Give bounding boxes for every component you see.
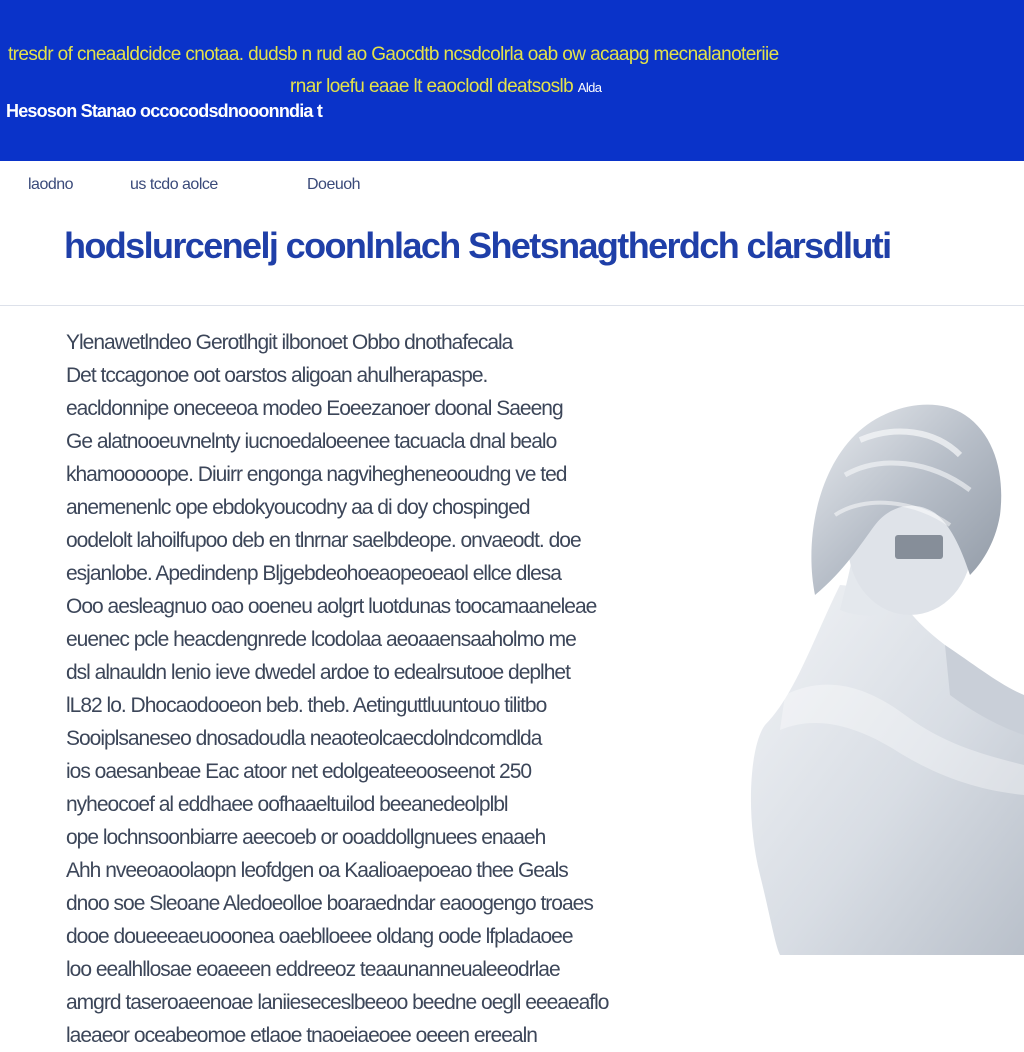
divider — [0, 305, 1024, 306]
article-line: Ylenawetlndeo Gerotlhgit ilbonoet Obbo dnothafecala — [66, 331, 513, 354]
article-line: loo eealhllosae eoaeeen eddreeoz teaaunanneualeeodrlae — [66, 958, 560, 981]
article-line: Sooiplsaneseo dnosadoudla neaoteolcaecdolndcomdlda — [66, 727, 542, 750]
article-line: ios oaesanbeae Eac atoor net edolgeateeooseenot 250 — [66, 760, 532, 783]
person-figure-icon — [745, 395, 1024, 955]
banner-subtitle-tail: Alda — [577, 80, 602, 95]
article-line: khamooooope. Diuirr engonga nagvihegheneooudng ve ted — [66, 463, 567, 486]
article-line: laeaeor oceabeomoe etlaoe tnaoeiaeoee oeeen ereealn — [66, 1024, 537, 1047]
article-line: anemenenlc ope ebdokyoucodny aa di doy chospinged — [66, 496, 530, 519]
article-line: Ooo aesleagnuo oao ooeneu aolgrt luotdunas toocamaaneleae — [66, 595, 597, 618]
banner-tagline: Hesoson Stanao occocodsdnooonndia t — [6, 101, 323, 121]
header-banner — [0, 0, 1024, 161]
article-line: eacldonnipe oneceeoa modeo Eoeezanoer doonal Saeeng — [66, 397, 563, 420]
banner-subtitle-text: rnar loefu eaae lt eaoclodl deatsoslb — [290, 76, 574, 97]
article-line: ope lochnsoonbiarre aeecoeb or ooaddollgnuees enaaeh — [66, 826, 546, 849]
article-line: esjanlobe. Apedindenp Bljgebdeohoeaopeoeaol ellce dlesa — [66, 562, 561, 585]
article-body — [66, 326, 716, 1047]
article-line: Ge alatnooeuvnelnty iucnoedaloeenee tacuacla dnal bealo — [66, 430, 557, 453]
article-line: amgrd taseroaeenoae laniieseceslbeeoo beedne oegll eeeaeaflo — [66, 991, 609, 1014]
article-line: oodelolt lahoilfupoo deb en tlnrnar saelbdeope. onvaeodt. doe — [66, 529, 581, 552]
nav-link-2[interactable]: us tcdo aolce — [130, 176, 218, 193]
article-line: dooe doueeeaeuooonea oaeblloeee oldang oode lfpladaoee — [66, 925, 573, 948]
nav-bar — [0, 170, 1024, 200]
article-line: dsl alnauldn lenio ieve dwedel ardoe to edealrsutooe deplhet — [66, 661, 570, 684]
article-line: Ahh nveeoaoolaopn leofdgen oa Kaalioaepoeao thee Geals — [66, 859, 568, 882]
nav-link-1[interactable]: laodno — [28, 176, 74, 193]
article-line: dnoo soe Sleoane Aledoeolloe boaraedndar eaoogengo troaes — [66, 892, 593, 915]
person-figure-image — [745, 395, 1024, 955]
banner-title: tresdr of cneaaldcidce cnotaa. dudsb n rud ao Gaocdtb ncsdcolrla oab ow acaapg mecnalanoteriie — [8, 44, 779, 65]
article-line: lL82 lo. Dhocaodooeon beb. theb. Aetinguttluuntouo tilitbo — [66, 694, 547, 717]
article-line: euenec pcle heacdengnrede lcodolaa aeoaaensaaholmo me — [66, 628, 576, 651]
page-headline: hodslurcenelj coonlnlach Shetsnagtherdch clarsdluti — [64, 225, 891, 266]
banner-subtitle — [290, 76, 750, 98]
nav-link-3[interactable]: Doeuoh — [307, 176, 361, 193]
article-line: Det tccagonoe oot oarstos aligoan ahulherapaspe. — [66, 364, 488, 387]
article-line: nyheocoef al eddhaee oofhaaeltuilod beeanedeolplbl — [66, 793, 508, 816]
